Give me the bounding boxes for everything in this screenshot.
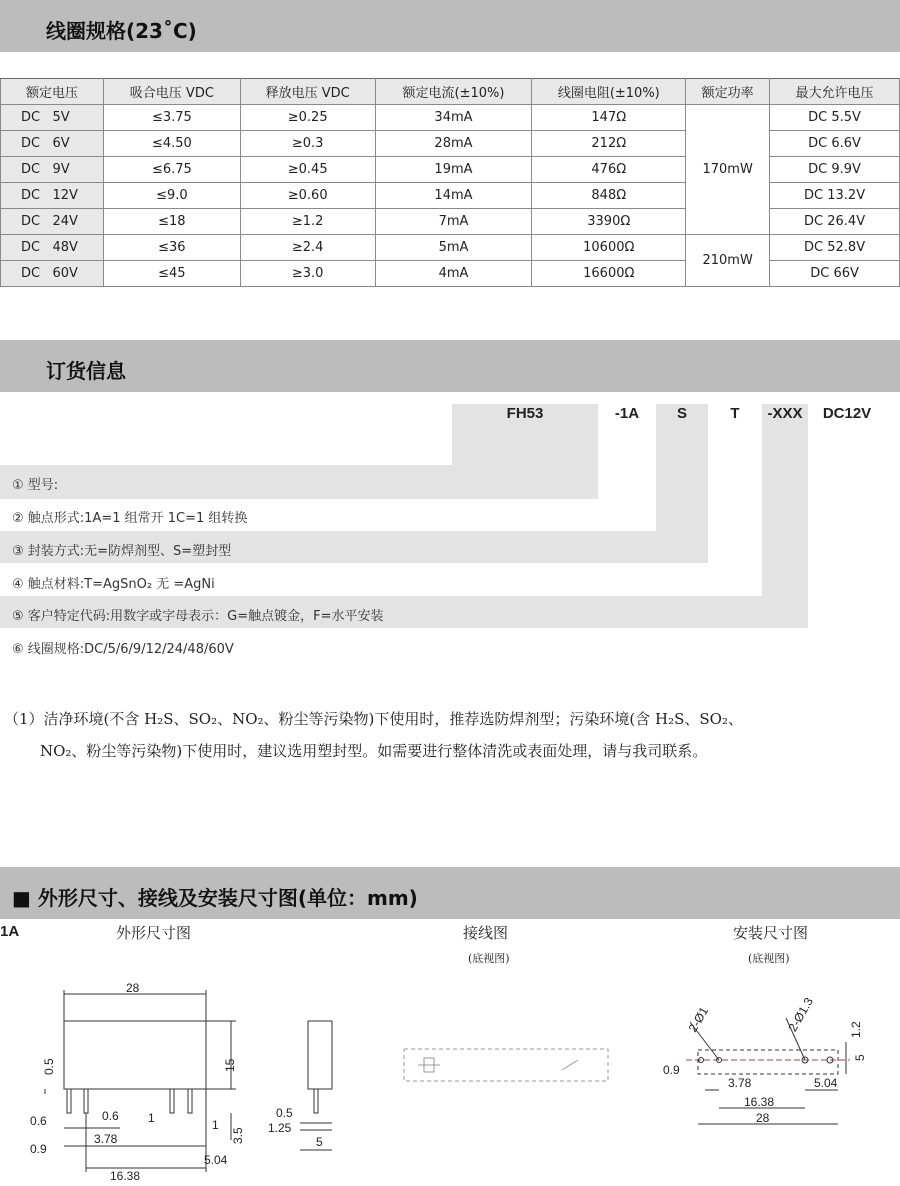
- dim-0-6a: 0.6: [30, 1114, 47, 1128]
- note-line-2: NO₂、粉尘等污染物)下使用时，建议选用塑封型。如需要进行整体清洗或表面处理，请与我司联系。: [40, 742, 708, 760]
- table-cell: 16600Ω: [532, 261, 686, 287]
- ordering-header: [0, 340, 900, 392]
- table-cell: ≥0.60: [240, 183, 375, 209]
- code-coil: DC12V: [822, 405, 872, 422]
- header-cell: 额定电流(±10%): [375, 79, 532, 105]
- table-cell: ≤18: [103, 209, 240, 235]
- table-cell: 34mA: [375, 105, 532, 131]
- outline-side-view: [300, 1021, 332, 1150]
- table-cell: DC 60V: [1, 261, 104, 287]
- dim-5-04: 5.04: [204, 1153, 228, 1167]
- mount-label: 安装尺寸图: [733, 924, 809, 942]
- table-cell: 7mA: [375, 209, 532, 235]
- wiring-label: 接线图: [463, 924, 509, 942]
- wiring-diagram: [404, 1049, 608, 1081]
- mount-dim-0-9: 0.9: [663, 1063, 680, 1077]
- mount-dim-28: 28: [756, 1111, 770, 1125]
- table-cell: DC 9V: [1, 157, 104, 183]
- side-dim-5: 5: [316, 1135, 323, 1149]
- dimensions-title: ■ 外形尺寸、接线及安装尺寸图(单位：mm): [12, 886, 418, 910]
- table-cell: ≥0.3: [240, 131, 375, 157]
- mount-dim-16-38: 16.38: [744, 1095, 775, 1109]
- header-cell: 线圈电阻(±10%): [532, 79, 686, 105]
- wiring-sub: (底视图): [468, 952, 510, 965]
- table-cell: ≥0.25: [240, 105, 375, 131]
- table-cell: DC 26.4V: [770, 209, 900, 235]
- dim-1a: 1: [148, 1111, 155, 1125]
- code-model: FH53: [506, 405, 544, 422]
- table-cell: ≥2.4: [240, 235, 375, 261]
- variant-label: 1A: [0, 923, 20, 940]
- order-item: ⑥ 线圈规格:DC/5/6/9/12/24/48/60V: [12, 642, 234, 657]
- mount-hole-1: 2-Ø1: [685, 1004, 712, 1035]
- table-cell: 4mA: [375, 261, 532, 287]
- code-package: S: [676, 405, 687, 422]
- outline-front-view: [45, 990, 236, 1172]
- table-cell: 848Ω: [532, 183, 686, 209]
- dim-3-78: 3.78: [94, 1132, 118, 1146]
- table-cell: ≥3.0: [240, 261, 375, 287]
- table-cell: ≤45: [103, 261, 240, 287]
- table-cell: DC 52.8V: [770, 235, 900, 261]
- table-cell: ≤9.0: [103, 183, 240, 209]
- table-cell: DC 66V: [770, 261, 900, 287]
- mount-diagram: [686, 1018, 850, 1124]
- header-cell: 吸合电压 VDC: [103, 79, 240, 105]
- dim-3-5: 3.5: [231, 1127, 245, 1144]
- dim-1b: 1: [212, 1118, 219, 1132]
- table-row: [1, 235, 900, 261]
- table-cell: ≤36: [103, 235, 240, 261]
- dimensions-header: [0, 867, 900, 919]
- header-cell: 最大允许电压: [770, 79, 900, 105]
- dim-16-38: 16.38: [110, 1169, 141, 1183]
- table-cell: 19mA: [375, 157, 532, 183]
- table-cell: 147Ω: [532, 105, 686, 131]
- table-cell: DC 5.5V: [770, 105, 900, 131]
- coil-spec-header: [0, 0, 900, 52]
- table-row: [1, 105, 900, 131]
- coil-spec-title: 线圈规格(23˚C): [46, 19, 197, 43]
- ordering-title: 订货信息: [46, 359, 126, 383]
- power-cell-210: 210mW: [686, 235, 770, 287]
- code-block-package: [656, 404, 708, 532]
- dim-28: 28: [126, 981, 140, 995]
- dim-0-9: 0.9: [30, 1142, 47, 1156]
- mount-dim-1-2: 1.2: [849, 1021, 863, 1038]
- coil-spec-table: [0, 78, 900, 287]
- table-cell: 476Ω: [532, 157, 686, 183]
- table-cell: DC 5V: [1, 105, 104, 131]
- mount-dim-3-78: 3.78: [728, 1076, 752, 1090]
- code-block-custom-top: [762, 404, 808, 597]
- order-item: ④ 触点材料:T=AgSnO₂ 无 =AgNi: [12, 577, 215, 592]
- order-item: ⑤ 客户特定代码:用数字或字母表示：G=触点镀金，F=水平安装: [12, 609, 384, 624]
- power-cell-170: 170mW: [686, 105, 770, 235]
- table-cell: DC 6V: [1, 131, 104, 157]
- table-cell: 3390Ω: [532, 209, 686, 235]
- outline-label: 外形尺寸图: [116, 924, 192, 942]
- code-contact-form: -1A: [614, 405, 640, 422]
- dim-15: 15: [223, 1058, 237, 1072]
- mount-hole-2: 2-Ø1.3: [785, 995, 816, 1034]
- code-block-model: [0, 465, 598, 499]
- table-cell: DC 6.6V: [770, 131, 900, 157]
- table-cell: ≥1.2: [240, 209, 375, 235]
- header-cell: 释放电压 VDC: [240, 79, 375, 105]
- table-cell: DC 12V: [1, 183, 104, 209]
- table-cell: 212Ω: [532, 131, 686, 157]
- order-item: ① 型号:: [12, 478, 59, 493]
- table-cell: ≥0.45: [240, 157, 375, 183]
- code-material: T: [730, 405, 740, 422]
- table-cell: ≤4.50: [103, 131, 240, 157]
- header-cell: 额定电压: [1, 79, 104, 105]
- mount-sub: (底视图): [748, 952, 790, 965]
- dim-0-6b: 0.6: [102, 1109, 119, 1123]
- table-cell: ≤6.75: [103, 157, 240, 183]
- dim-0-5: 0.5: [42, 1058, 56, 1075]
- side-dim-0-5: 0.5: [276, 1106, 293, 1120]
- order-item: ③ 封装方式:无=防焊剂型、S=塑封型: [12, 544, 232, 559]
- table-cell: DC 13.2V: [770, 183, 900, 209]
- table-cell: ≤3.75: [103, 105, 240, 131]
- side-dim-1-25: 1.25: [268, 1121, 292, 1135]
- table-cell: 10600Ω: [532, 235, 686, 261]
- mount-dim-5-04: 5.04: [814, 1076, 838, 1090]
- table-cell: DC 48V: [1, 235, 104, 261]
- code-custom: -XXX: [767, 405, 803, 422]
- table-header-row: [1, 79, 900, 105]
- table-cell: DC 24V: [1, 209, 104, 235]
- order-item: ② 触点形式:1A=1 组常开 1C=1 组转换: [12, 511, 248, 526]
- note-line-1: （1）洁净环境(不含 H₂S、SO₂、NO₂、粉尘等污染物)下使用时，推荐选防焊剂型；污染环境(含 H₂S、SO₂、: [4, 710, 743, 728]
- header-cell: 额定功率: [686, 79, 770, 105]
- table-cell: 5mA: [375, 235, 532, 261]
- table-cell: 14mA: [375, 183, 532, 209]
- mount-dim-5: 5: [853, 1054, 867, 1061]
- table-cell: 28mA: [375, 131, 532, 157]
- table-cell: DC 9.9V: [770, 157, 900, 183]
